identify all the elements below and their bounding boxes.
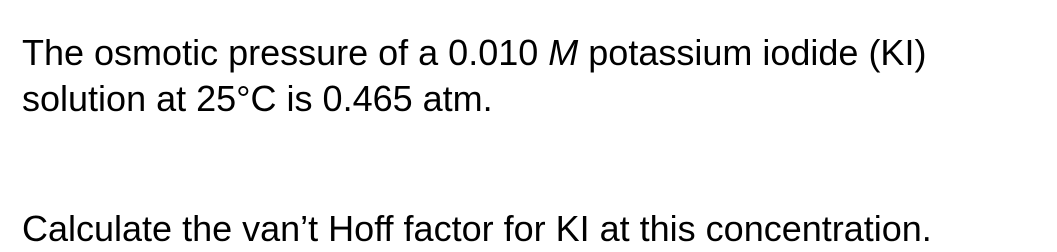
molarity-unit: M <box>548 32 579 73</box>
problem-text-part1: The osmotic pressure of a 0.010 <box>22 32 549 73</box>
problem-text-line2: solution at 25°C is 0.465 atm. <box>22 78 493 119</box>
question-statement <box>22 206 1052 252</box>
problem-text-part2: potassium iodide (KI) <box>578 32 927 73</box>
question-text: Calculate the van’t Hoff factor for KI at this concentration. <box>22 208 932 249</box>
document-body <box>22 30 1052 252</box>
problem-statement <box>22 30 1052 122</box>
